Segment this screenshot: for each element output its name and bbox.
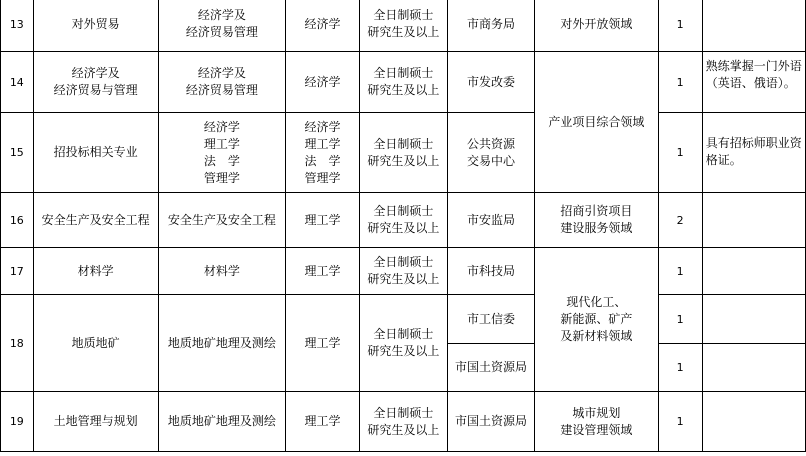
remarks: [702, 295, 805, 344]
position-count: 1: [658, 0, 702, 52]
position-count: 1: [658, 113, 702, 193]
row-number: 19: [1, 392, 34, 452]
major-requirement: 地质地矿地理及测绘: [158, 295, 285, 392]
service-field: 现代化工、 新能源、矿产 及新材料领域: [535, 248, 658, 392]
table-row: [1, 392, 806, 452]
education-requirement: 全日制硕士 研究生及以上: [359, 193, 447, 248]
employing-department: 市国土资源局: [447, 392, 534, 452]
remarks: [702, 0, 805, 52]
employing-department: 市安监局: [447, 193, 534, 248]
position-count: 1: [658, 344, 702, 392]
discipline-category: 理工学: [286, 295, 360, 392]
employing-department: 市国土资源局: [447, 344, 534, 392]
service-field: 城市规划 建设管理领域: [535, 392, 658, 452]
position-direction: 地质地矿: [33, 295, 158, 392]
table-row: [1, 248, 806, 295]
position-count: 1: [658, 295, 702, 344]
position-direction: 对外贸易: [33, 0, 158, 52]
row-number: 14: [1, 52, 34, 113]
discipline-category: 理工学: [286, 392, 360, 452]
service-field: 产业项目综合领域: [535, 52, 658, 193]
table-row: [1, 113, 806, 193]
table-row: [1, 0, 806, 52]
major-requirement: 经济学及 经济贸易管理: [158, 0, 285, 52]
position-direction: 招投标相关专业: [33, 113, 158, 193]
discipline-category: 理工学: [286, 248, 360, 295]
remarks: [702, 392, 805, 452]
major-requirement: 地质地矿地理及测绘: [158, 392, 285, 452]
discipline-category: 经济学 理工学 法 学 管理学: [286, 113, 360, 193]
education-requirement: 全日制硕士 研究生及以上: [359, 0, 447, 52]
table-row: [1, 295, 806, 344]
position-direction: 材料学: [33, 248, 158, 295]
remarks: [702, 248, 805, 295]
row-number: 17: [1, 248, 34, 295]
employing-department: 市商务局: [447, 0, 534, 52]
education-requirement: 全日制硕士 研究生及以上: [359, 392, 447, 452]
position-count: 1: [658, 248, 702, 295]
education-requirement: 全日制硕士 研究生及以上: [359, 248, 447, 295]
education-requirement: 全日制硕士 研究生及以上: [359, 113, 447, 193]
position-direction: 土地管理与规划: [33, 392, 158, 452]
discipline-category: 经济学: [286, 0, 360, 52]
employing-department: 市工信委: [447, 295, 534, 344]
position-count: 1: [658, 52, 702, 113]
major-requirement: 安全生产及安全工程: [158, 193, 285, 248]
row-number: 16: [1, 193, 34, 248]
service-field: 对外开放领域: [535, 0, 658, 52]
education-requirement: 全日制硕士 研究生及以上: [359, 295, 447, 392]
position-count: 1: [658, 392, 702, 452]
service-field: 招商引资项目 建设服务领域: [535, 193, 658, 248]
employing-department: 市发改委: [447, 52, 534, 113]
major-requirement: 经济学 理工学 法 学 管理学: [158, 113, 285, 193]
discipline-category: 理工学: [286, 193, 360, 248]
employing-department: 公共资源 交易中心: [447, 113, 534, 193]
row-number: 18: [1, 295, 34, 392]
remarks: 具有招标师职业资格证。: [702, 113, 805, 193]
position-direction: 经济学及 经济贸易与管理: [33, 52, 158, 113]
major-requirement: 经济学及 经济贸易管理: [158, 52, 285, 113]
remarks: [702, 193, 805, 248]
position-count: 2: [658, 193, 702, 248]
employing-department: 市科技局: [447, 248, 534, 295]
row-number: 15: [1, 113, 34, 193]
education-requirement: 全日制硕士 研究生及以上: [359, 52, 447, 113]
remarks: 熟练掌握一门外语（英语、俄语）。: [702, 52, 805, 113]
major-requirement: 材料学: [158, 248, 285, 295]
table-row: [1, 193, 806, 248]
row-number: 13: [1, 0, 34, 52]
remarks: [702, 344, 805, 392]
table-row: [1, 52, 806, 113]
discipline-category: 经济学: [286, 52, 360, 113]
position-direction: 安全生产及安全工程: [33, 193, 158, 248]
